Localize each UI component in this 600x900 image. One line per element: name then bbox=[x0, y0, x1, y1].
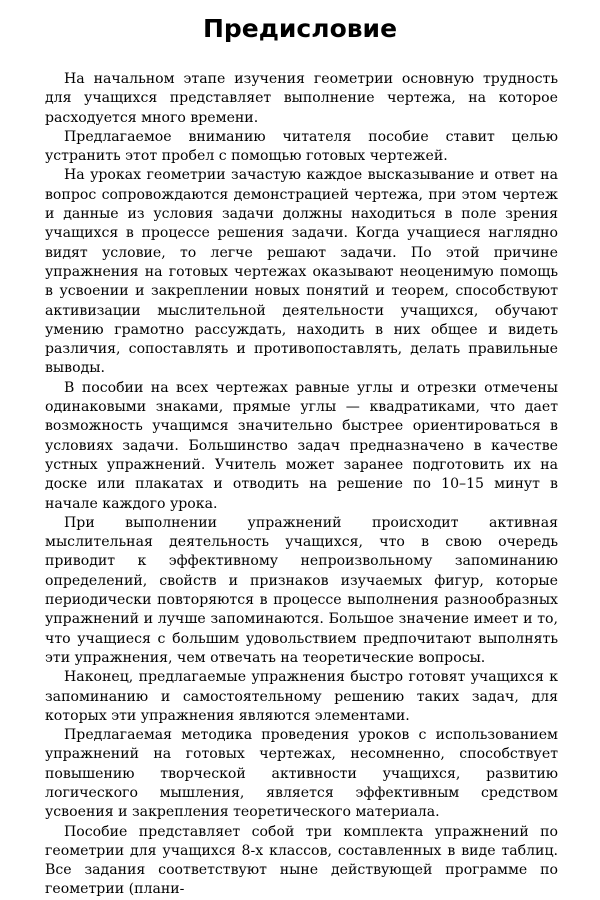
paragraph: На уроках геометрии зачастую каждое высказывание и ответ на вопрос сопровождаются демонстрацией чертежа, при этом чертеж и данные из условия задачи должны находиться в поле зрения учащихся в процессе решения задачи. Когда учащиеся наглядно видят условие, то легче решают задачи. По этой причине упражнения на готовых чертежах оказывают неоценимую помощь в усвоении и закреплении новых понятий и теорем, способствуют активизации мыслительной деятельности учащихся, обучают умению грамотно рассуждать, находить в них общее и видеть различия, сопоставлять и противопоставлять, делать правильные выводы. bbox=[45, 167, 558, 377]
paragraph: Наконец, предлагаемые упражнения быстро готовят учащихся к запоминанию и самостоятельному решению таких задач, для которых эти упражнения являются элементами. bbox=[45, 669, 558, 724]
paragraph: Предлагаемая методика проведения уроков с использованием упражнений на готовых чертежах, несомненно, способствует повышению творческой активности учащихся, развитию логического мышления, является эффективным средством усвоения и закрепления теоретического материала. bbox=[45, 727, 558, 821]
paragraph: В пособии на всех чертежах равные углы и отрезки отмечены одинаковыми знаками, прямые углы — квадратиками, что дает возможность учащимся значительно быстрее ориентироваться в условиях задачи. Большинство задач предназначено в качестве устных упражнений. Учитель может заранее подготовить их на доске или плакатах и отводить на решение по 10–15 минут в начале каждого урока. bbox=[45, 379, 558, 512]
document-body bbox=[45, 70, 558, 900]
paragraph: Предлагаемое вниманию читателя пособие ставит целью устранить этот пробел с помощью готовых чертежей. bbox=[45, 128, 558, 165]
paragraph: При выполнении упражнений происходит активная мыслительная деятельность учащихся, что в свою очередь приводит к эффективному непроизвольному запоминанию определений, свойств и признаков изучаемых фигур, которые периодически повторяются в процессе выполнения разнообразных упражнений и лучше запоминаются. Большое значение имеет и то, что учащиеся с большим удовольствием предпочитают выполнять эти упражнения, чем отвечать на теоретические вопросы. bbox=[45, 514, 558, 666]
paragraph: Пособие представляет собой три комплекта упражнений по геометрии для учащихся 8-х классов, составленных в виде таблиц. Все задания соответствуют ныне действующей программе по геометрии (плани- bbox=[45, 823, 558, 898]
page-title: Предисловие bbox=[202, 14, 398, 43]
paragraph: На начальном этапе изучения геометрии основную трудность для учащихся представляет выполнение чертежа, на которое расходуется много времени. bbox=[45, 71, 558, 126]
